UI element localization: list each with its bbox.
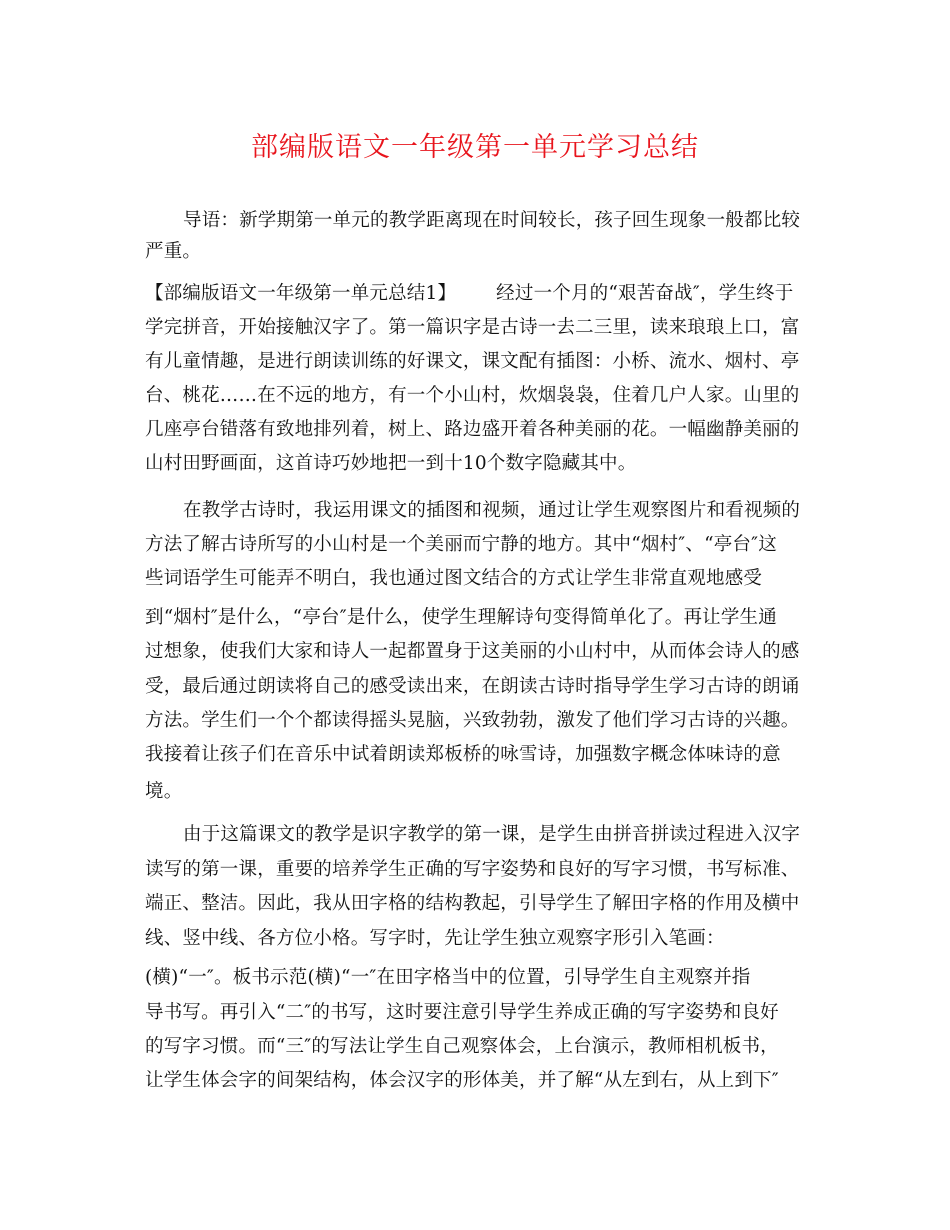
paragraph-line: 经过一个月的“艰苦奋战″，学生终于 [496,283,794,304]
paragraph-line: 在教学古诗时，我运用课文的插图和视频，通过让学生观察图片和看视频的 [183,500,801,521]
paragraph-line: 导书写。再引入“二″的书写，这时要注意引导学生养成正确的写字姿势和良好 [145,1002,779,1023]
paragraph-line: 方法了解古诗所写的小山村是一个美丽而宁静的地方。其中“烟村″、“亭台″这 [145,534,777,555]
paragraph-line: (横)“一″。板书示范(横)“一″在田字格当中的位置，引导学生自主观察并指 [145,967,751,988]
paragraph-line: 些词语学生可能弄不明白，我也通过图文结合的方式让学生非常直观地感受 [145,568,763,589]
paragraph-line: 我接着让孩子们在音乐中试着朗读郑板桥的咏雪诗，加强数字概念体味诗的意 [145,744,781,765]
document-title: 部编版语文一年级第一单元学习总结 [251,132,699,163]
paragraph-line: 由于这篇课文的教学是识字教学的第一课，是学生由拼音拼读过程进入汉字 [183,824,801,845]
paragraph-line: 的写字习惯。而“三″的写法让学生自己观察体会，上台演示，教师相机板书， [145,1036,779,1057]
paragraph-line: 到“烟村″是什么，“亭台″是什么，使学生理解诗句变得简单化了。再让学生通 [145,607,777,628]
section-heading-line [145,279,793,309]
paragraph-line: 受，最后通过朗读将自己的感受读出来，在朗读古诗时指导学生学习古诗的朗诵 [145,676,800,697]
paragraph-line: 端正、整洁。因此，我从田字格的结构教起，引导学生了解田字格的作用及横中 [145,893,800,914]
paragraph-line: 有儿童情趣，是进行朗读训练的好课文，课文配有插图：小桥、流水、烟村、亭 [145,351,800,372]
intro-line: 严重。 [145,241,202,262]
paragraph-line: 山村田野画面，这首诗巧妙地把一到十10个数字隐藏其中。 [145,453,637,474]
paragraph-line: 几座亭台错落有致地排列着，树上、路边盛开着各种美丽的花。一幅幽静美丽的 [145,419,800,440]
section-heading: 【部编版语文一年级第一单元总结1】 [145,283,457,304]
paragraph-line: 读写的第一课，重要的培养学生正确的写字姿势和良好的写字习惯，书写标准、 [145,859,800,880]
paragraph-line: 境。 [145,781,183,802]
intro-line: 导语：新学期第一单元的教学距离现在时间较长，孩子回生现象一般都比较 [183,210,801,231]
paragraph-line: 台、桃花……在不远的地方，有一个小山村，炊烟袅袅，住着几户人家。山里的 [145,385,800,406]
paragraph-line: 线、竖中线、各方位小格。写字时，先让学生独立观察字形引入笔画： [145,928,725,949]
paragraph-line: 过想象，使我们大家和诗人一起都置身于这美丽的小山村中，从而体会诗人的感 [145,641,800,662]
paragraph-line: 学完拼音，开始接触汉字了。第一篇识字是古诗一去二三里，读来琅琅上口，富 [145,317,800,338]
paragraph-line: 让学生体会字的间架结构，体会汉字的形体美，并了解“从左到右，从上到下″ [145,1070,779,1091]
paragraph-line: 方法。学生们一个个都读得摇头晃脑，兴致勃勃，激发了他们学习古诗的兴趣。 [145,710,800,731]
